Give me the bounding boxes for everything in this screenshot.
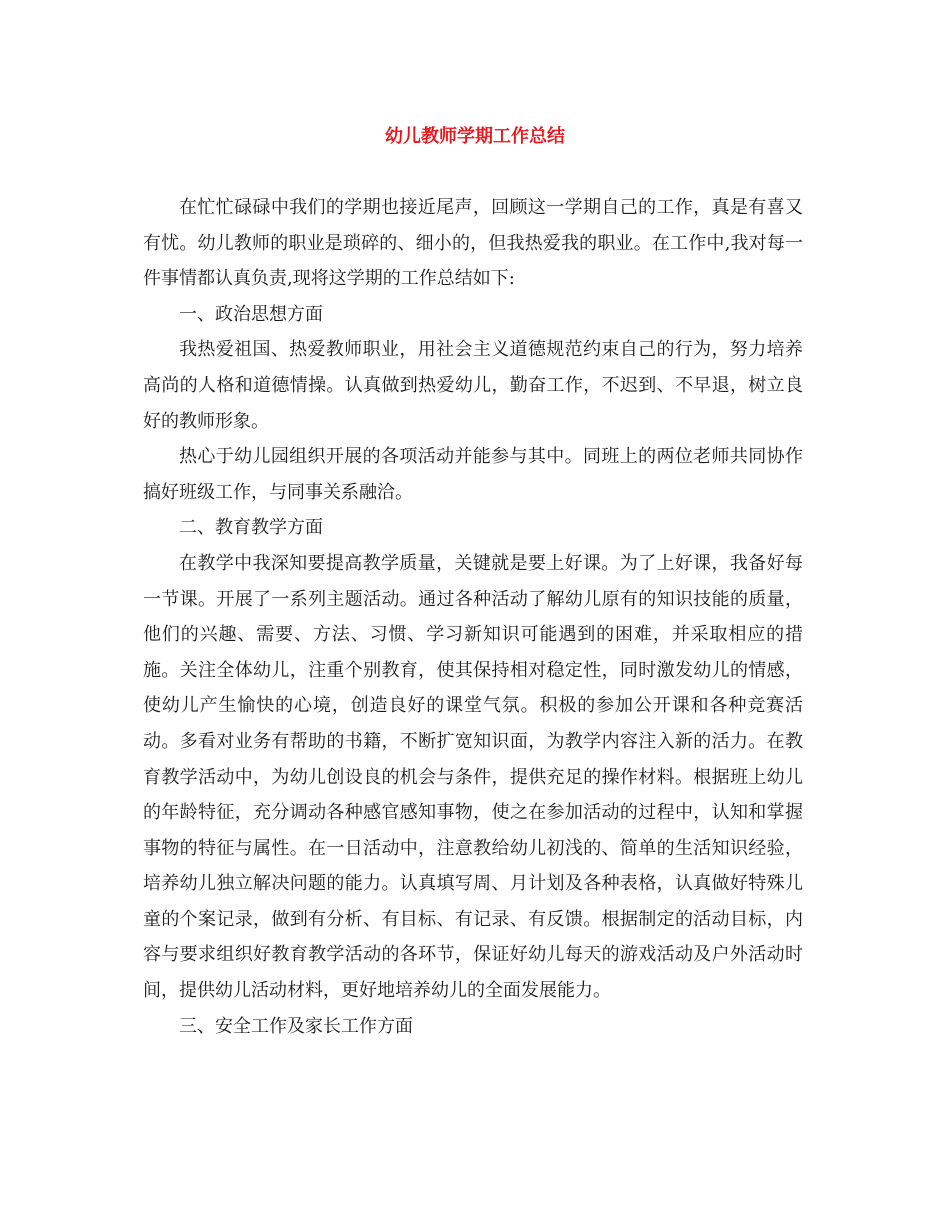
paragraph-politics-1: 我热爱祖国、热爱教师职业，用社会主义道德规范约束自己的行为，努力培养高尚的人格和道德情操。认真做到热爱幼儿，勤奋工作，不迟到、不早退，树立良好的教师形象。 xyxy=(143,339,803,432)
section-heading-politics: 一、政治思想方面 xyxy=(179,303,323,325)
paragraph-teaching: 在教学中我深知要提高教学质量，关键就是要上好课。为了上好课，我备好每一节课。开展了一系列主题活动。通过各种活动了解幼儿原有的知识技能的质量，他们的兴趣、需要、方法、习惯、学习新知识可能遇到的困难，并采取相应的措施。关注全体幼儿，注重个别教育，使其保持相对稳定性，同时激发幼儿的情感，使幼儿产生愉快的心境，创造良好的课堂气氛。积极的参加公开课和各种竞赛活动。多看对业务有帮助的书籍，不断扩宽知识面，为教学内容注入新的活力。在教育教学活动中，为幼儿创设良的机会与条件，提供充足的操作材料。根据班上幼儿的年龄特征，充分调动各种感官感知事物，使之在参加活动的过程中，认知和掌握事物的特征与属性。在一日活动中，注意教给幼儿初浅的、简单的生活知识经验，培养幼儿独立解决问题的能力。认真填写周、月计划及各种表格，认真做好特殊儿童的个案记录，做到有分析、有目标、有记录、有反馈。根据制定的活动目标，内容与要求组织好教育教学活动的各环节，保证好幼儿每天的游戏活动及户外活动时间，提供幼儿活动材料，更好地培养幼儿的全面发展能力。 xyxy=(143,552,803,1002)
document-title: 幼儿教师学期工作总结 xyxy=(385,126,565,147)
section-heading-teaching: 二、教育教学方面 xyxy=(179,517,323,539)
paragraph-intro: 在忙忙碌碌中我们的学期也接近尾声，回顾这一学期自己的工作，真是有喜又有忧。幼儿教师的职业是琐碎的、细小的，但我热爱我的职业。在工作中,我对每一件事情都认真负责,现将这学期的工作总结如下: xyxy=(143,197,803,290)
paragraph-politics-2: 热心于幼儿园组织开展的各项活动并能参与其中。同班上的两位老师共同协作搞好班级工作，与同事关系融洽。 xyxy=(143,446,803,503)
section-heading-safety-parents: 三、安全工作及家长工作方面 xyxy=(179,1015,413,1037)
document-body xyxy=(143,190,803,1044)
